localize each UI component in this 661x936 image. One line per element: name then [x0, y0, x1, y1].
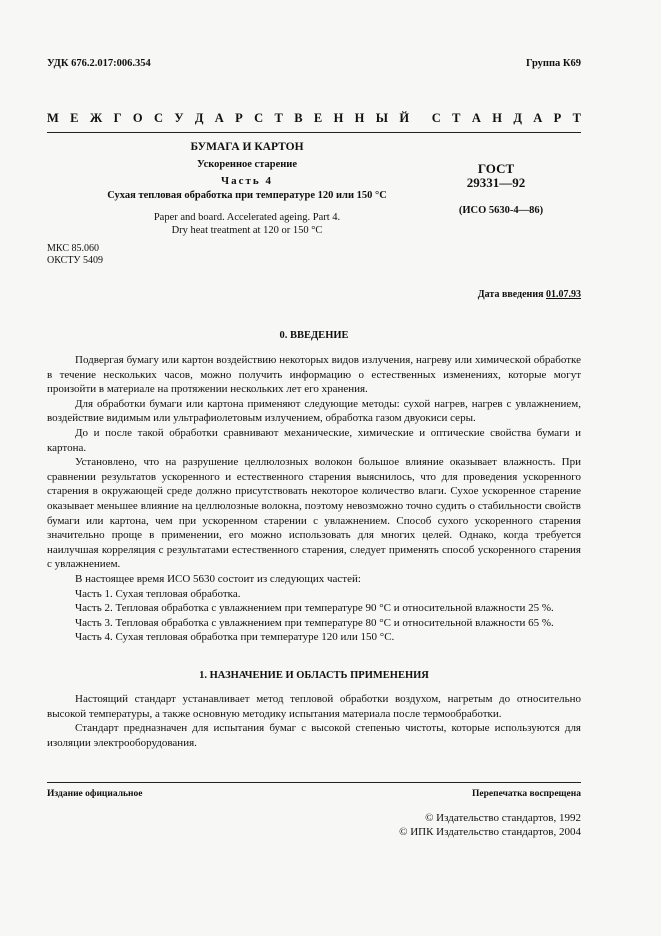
- official-edition: Издание официальное: [47, 789, 143, 799]
- section-1-heading: 1. НАЗНАЧЕНИЕ И ОБЛАСТЬ ПРИМЕНЕНИЯ: [199, 670, 429, 681]
- mks-code: МКС 85.060: [47, 243, 99, 254]
- classification-codes: [47, 243, 103, 267]
- document-title: [47, 141, 447, 201]
- section-0-heading: 0. ВВЕДЕНИЕ: [279, 330, 349, 341]
- letter: М: [47, 111, 59, 125]
- udk-code: УДК 676.2.017:006.354: [47, 58, 151, 69]
- title-line-4: Сухая тепловая обработка при температуре 120 или 150 °С: [107, 190, 387, 201]
- gost-designation: [446, 162, 546, 190]
- letter: Т: [274, 111, 283, 125]
- letter: Й: [399, 111, 410, 125]
- paragraph: Для обработки бумаги или картона применяют следующие методы: сухой нагрев, нагрев с увлажнением, воздействие видимым или ультрафиолетовым излучением, обработка газом двуокиси серы.: [47, 397, 581, 425]
- letter: С: [153, 111, 163, 125]
- letter: Ы: [375, 111, 389, 125]
- title-line-2: Ускоренное старение: [197, 159, 297, 170]
- footer-rule: [47, 782, 581, 783]
- letter: А: [214, 111, 224, 125]
- english-title-line-1: Paper and board. Accelerated ageing. Part 4.: [153, 212, 341, 223]
- reprint-notice: Перепечатка воспрещена: [471, 789, 581, 799]
- section-0-body: [47, 353, 581, 645]
- letter: О: [132, 111, 143, 125]
- interstate-standard-heading: [47, 111, 581, 126]
- letter: Ж: [89, 111, 103, 125]
- letter: Т: [572, 111, 581, 125]
- copyright-block: [399, 811, 581, 839]
- letter: Р: [235, 111, 243, 125]
- paragraph: Подвергая бумагу или картон воздействию некоторых видов излучения, нагреву или химической обработке в течение нескольких часов, можно получить информацию о естественных изменениях, которые могут произойти в материале на протяжении нескольких лет его хранения.: [47, 354, 581, 396]
- english-title-line-2: Dry heat treatment at 120 or 150 °C: [171, 225, 323, 236]
- paragraph: В настоящее время ИСО 5630 состоит из следующих частей:: [75, 572, 361, 585]
- letter: В: [294, 111, 303, 125]
- letter: Е: [70, 111, 79, 125]
- letter: Р: [553, 111, 562, 125]
- copyright-line-2: © ИПК Издательство стандартов, 2004: [399, 826, 581, 838]
- list-item: Часть 3. Тепловая обработка с увлажнением при температуре 80 °С и относительной влажности 65 %.: [75, 616, 554, 629]
- letter: Е: [313, 111, 323, 125]
- group-code: Группа К69: [525, 58, 581, 69]
- letter: А: [533, 111, 543, 125]
- letter: Н: [354, 111, 365, 125]
- letter: С: [254, 111, 264, 125]
- copyright-line-1: © Издательство стандартов, 1992: [425, 812, 581, 824]
- letter: У: [174, 111, 184, 125]
- header-rule: [47, 132, 581, 133]
- list-item: Часть 4. Сухая тепловая обработка при температуре 120 или 150 °С.: [75, 631, 395, 644]
- list-item: Часть 2. Тепловая обработка с увлажнением при температуре 90 °С и относительной влажности 25 %.: [75, 602, 554, 615]
- letter: Д: [194, 111, 204, 125]
- effective-date-value: 01.07.93: [546, 289, 581, 300]
- letter: Т: [452, 111, 461, 125]
- gost-label: ГОСТ: [477, 161, 515, 176]
- title-line-1: БУМАГА И КАРТОН: [190, 141, 304, 153]
- section-1-body: [47, 692, 581, 750]
- paragraph: Установлено, что на разрушение целлюлозных волокон большое влияние оказывает влажность. При сравнении результатов ускоренного и естественного старения выяснилось, что для проведения ускоренного старения в окружающей среде должно присутствовать некоторое количество влаги. Сухое ускоренное старение оказывает меньшее влияние на целлюлозные волокна, поэтому невозможно точно судить о стабильности свойств бумаги или картона, чем при ускоренном старении с увлажнением. Способ сухого ускоренного старения значительно проще в применении, его можно использовать для многих целей. Однако, когда требуется наилучшая корреляция с результатами естественного старения, следует применять способ ускоренного старения с увлажнением.: [47, 456, 581, 571]
- letter: А: [471, 111, 481, 125]
- letter: Г: [113, 111, 122, 125]
- english-title: [47, 211, 447, 237]
- letter: Д: [513, 111, 522, 125]
- title-line-3: Часть 4: [221, 175, 273, 187]
- paragraph: Стандарт предназначен для испытания бумаг с высокой степенью чистоты, которые используются для изоляции электрооборудования.: [47, 722, 581, 749]
- effective-date-label: Дата введения: [477, 289, 546, 300]
- effective-date: [478, 289, 581, 300]
- letter: Н: [333, 111, 344, 125]
- list-item: Часть 1. Сухая тепловая обработка.: [75, 587, 241, 600]
- letter: Н: [492, 111, 502, 125]
- okstu-code: ОКСТУ 5409: [47, 255, 104, 266]
- paragraph: Настоящий стандарт устанавливает метод тепловой обработки воздухом, нагретым до относительно высокой температуры, а также основную методику испытания материала после термообработки.: [47, 693, 581, 720]
- gost-number: 29331—92: [466, 175, 526, 190]
- paragraph: До и после такой обработки сравнивают механические, химические и оптические свойства бумаги и картона.: [47, 426, 581, 454]
- letter: С: [431, 111, 441, 125]
- iso-reference: (ИСО 5630-4—86): [458, 205, 544, 216]
